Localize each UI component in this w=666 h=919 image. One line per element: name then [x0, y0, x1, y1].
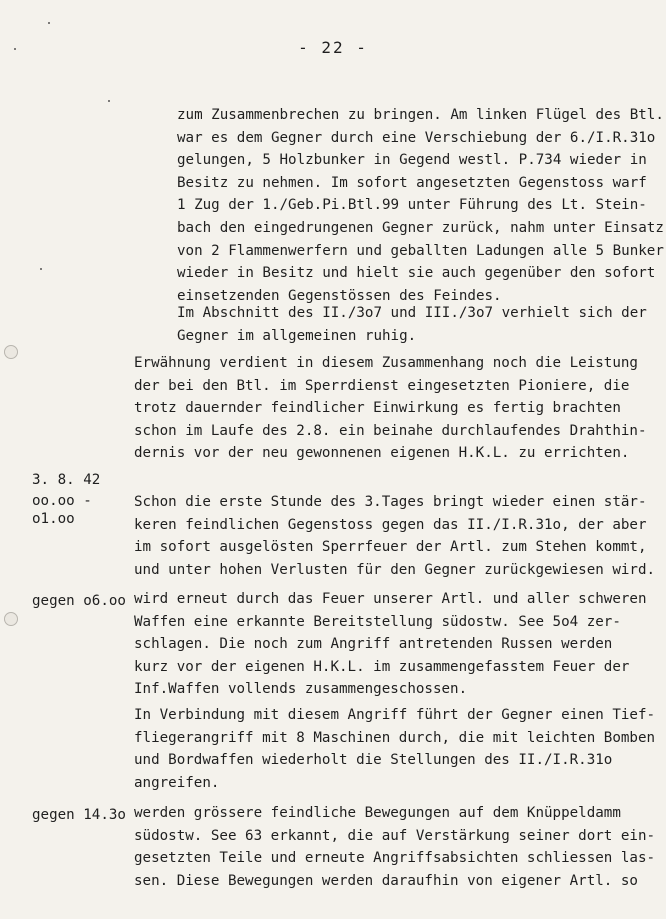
- text-line: gelungen, 5 Holzbunker in Gegend westl. P.734 wieder in: [177, 152, 647, 169]
- paper-speck: [48, 22, 50, 24]
- text-line: und unter hohen Verlusten für den Gegner zurückgewiesen wird.: [134, 561, 656, 578]
- paragraph-3: [134, 352, 647, 465]
- time-marker: gegen 14.3o: [32, 807, 126, 823]
- text-line: trotz dauernder feindlicher Einwirkung es fertig brachten: [134, 400, 621, 417]
- text-line: Inf.Waffen vollends zusammengeschossen.: [134, 681, 468, 698]
- text-line: schlagen. Die noch zum Angriff antretenden Russen werden: [134, 636, 613, 653]
- text-line: Schon die erste Stunde des 3.Tages bringt wieder einen stär-: [134, 494, 647, 510]
- paper-speck: [14, 48, 16, 50]
- time-marker: o1.oo: [32, 511, 75, 527]
- text-line: zum Zusammenbrechen zu bringen. Am linken Flügel des Btl.: [177, 107, 664, 123]
- text-line: Gegner im allgemeinen ruhig.: [177, 327, 417, 344]
- entry-date: 3. 8. 42: [32, 472, 101, 488]
- paper-speck: [108, 100, 110, 102]
- text-line: einsetzenden Gegenstössen des Feindes.: [177, 287, 502, 304]
- punch-hole: [4, 612, 18, 626]
- text-line: bach den eingedrungenen Gegner zurück, nahm unter Einsatz: [177, 219, 664, 236]
- paragraph-1: [177, 104, 664, 307]
- text-line: gesetzten Teile und erneute Angriffsabsichten schliessen las-: [134, 850, 656, 867]
- text-line: im sofort ausgelösten Sperrfeuer der Artl. zum Stehen kommt,: [134, 539, 647, 556]
- text-line: Waffen eine erkannte Bereitstellung südostw. See 5o4 zer-: [134, 613, 621, 630]
- text-line: angreifen.: [134, 774, 220, 791]
- text-line: wird erneut durch das Feuer unserer Artl. und aller schweren: [134, 591, 647, 607]
- text-line: der bei den Btl. im Sperrdienst eingesetzten Pioniere, die: [134, 377, 630, 394]
- text-line: werden grössere feindliche Bewegungen auf dem Knüppeldamm: [134, 805, 621, 821]
- text-line: Im Abschnitt des II./3o7 und III./3o7 verhielt sich der: [177, 305, 647, 321]
- text-line: südostw. See 63 erkannt, die auf Verstärkung seiner dort ein-: [134, 827, 656, 844]
- page-number: - 22 -: [298, 38, 368, 57]
- punch-hole: [4, 345, 18, 359]
- text-line: wieder in Besitz und hielt sie auch gegenüber den sofort: [177, 265, 656, 282]
- text-line: Erwähnung verdient in diesem Zusammenhang noch die Leistung: [134, 355, 638, 371]
- time-marker: oo.oo -: [32, 493, 92, 509]
- text-line: dernis vor der neu gewonnenen eigenen H.K.L. zu errichten.: [134, 445, 630, 462]
- text-line: schon im Laufe des 2.8. ein beinahe durchlaufendes Drahthin-: [134, 422, 647, 439]
- text-line: von 2 Flammenwerfern und geballten Ladungen alle 5 Bunker: [177, 242, 664, 259]
- paragraph-2: [177, 302, 647, 347]
- paragraph-6: [134, 704, 655, 794]
- time-marker: gegen o6.oo: [32, 593, 126, 609]
- text-line: keren feindlichen Gegenstoss gegen das II./I.R.31o, der aber: [134, 516, 647, 533]
- text-line: 1 Zug der 1./Geb.Pi.Btl.99 unter Führung des Lt. Stein-: [177, 197, 647, 214]
- text-line: war es dem Gegner durch eine Verschiebung der 6./I.R.31o: [177, 129, 656, 146]
- text-line: fliegerangriff mit 8 Maschinen durch, die mit leichten Bomben: [134, 729, 656, 746]
- text-line: sen. Diese Bewegungen werden daraufhin von eigener Artl. so: [134, 872, 638, 889]
- text-line: kurz vor der eigenen H.K.L. im zusammengefasstem Feuer der: [134, 658, 630, 675]
- text-line: In Verbindung mit diesem Angriff führt der Gegner einen Tief-: [134, 707, 656, 723]
- paragraph-4: [134, 491, 655, 581]
- paragraph-5: [134, 588, 647, 701]
- text-line: und Bordwaffen wiederholt die Stellungen des II./I.R.31o: [134, 752, 613, 769]
- text-line: Besitz zu nehmen. Im sofort angesetzten Gegenstoss warf: [177, 174, 647, 191]
- paragraph-7: [134, 802, 655, 892]
- paper-speck: [40, 268, 42, 270]
